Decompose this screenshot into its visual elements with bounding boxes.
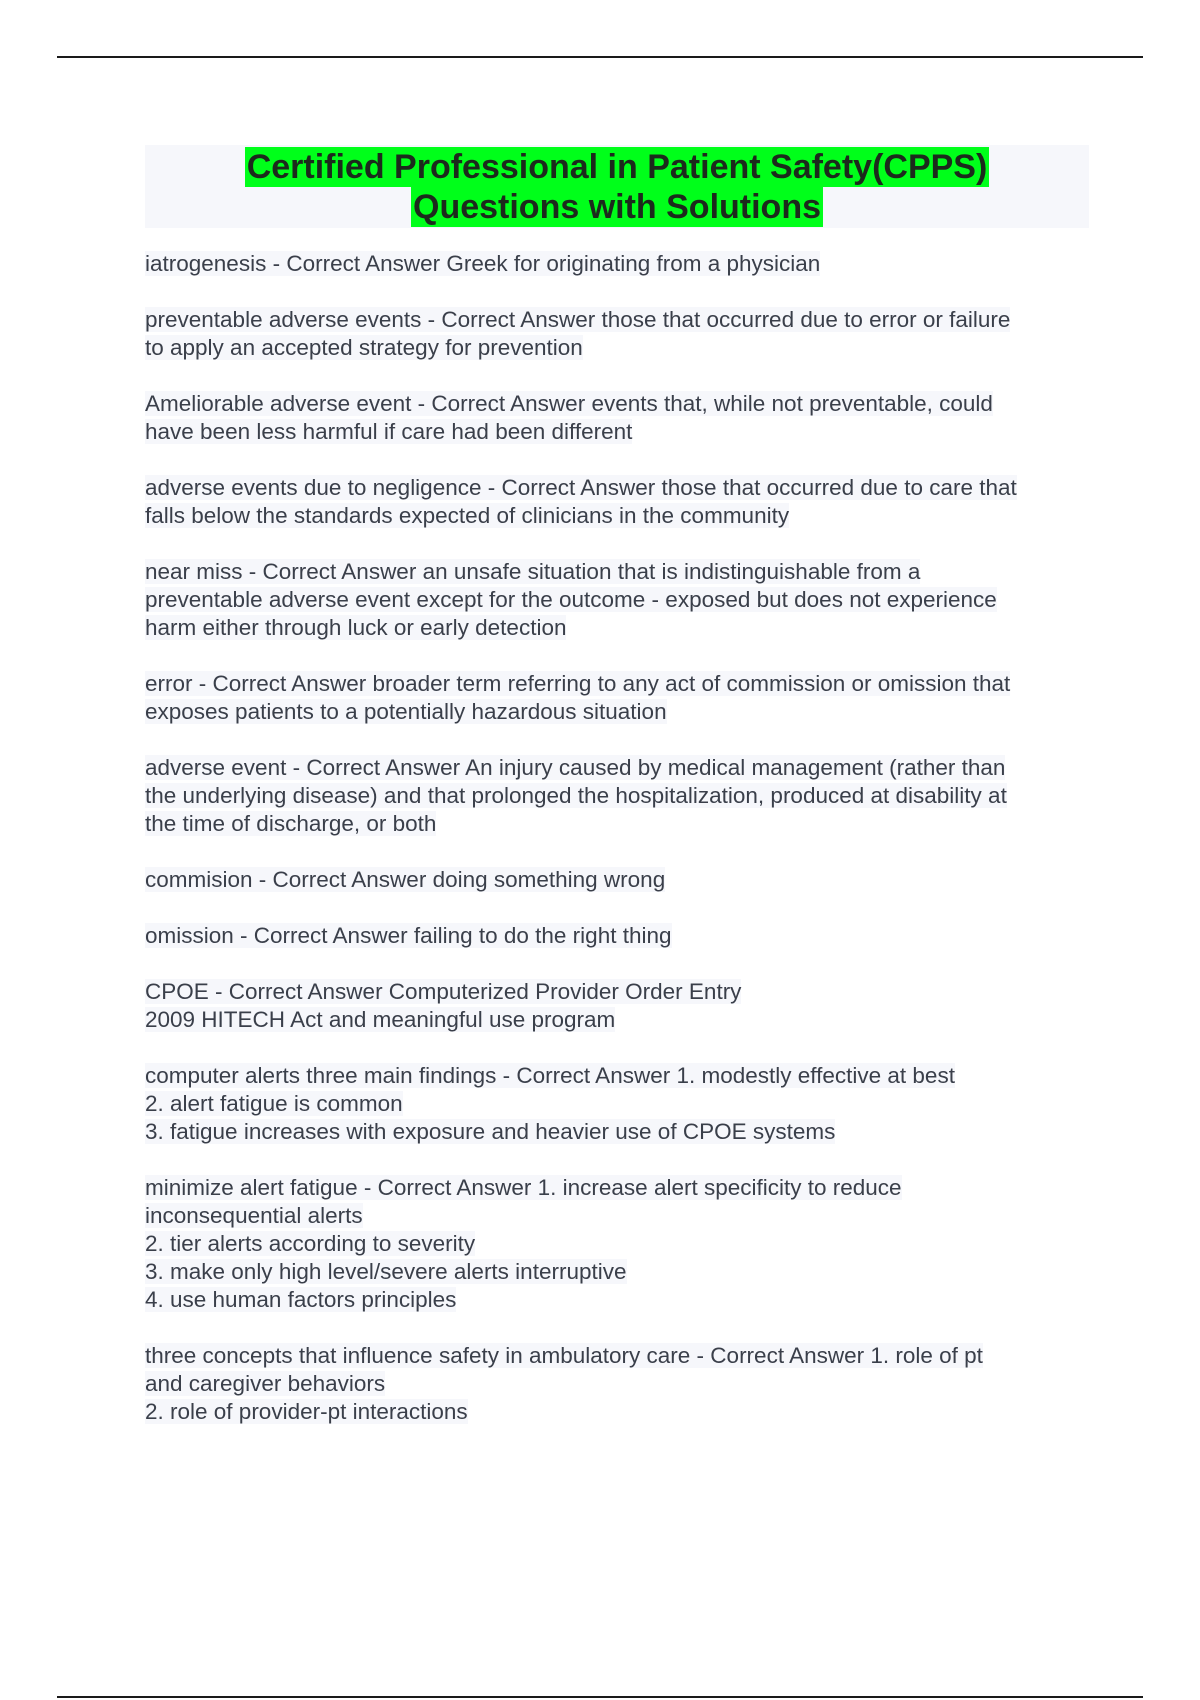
bottom-divider [57,1696,1143,1698]
qa-line [145,250,1095,278]
qa-line-text: commision - Correct Answer doing something wrong [145,867,666,892]
qa-line [145,586,1095,614]
qa-entry [145,250,1095,278]
title-line-1: Certified Professional in Patient Safety(CPPS) [246,148,988,186]
qa-entry [145,866,1095,894]
qa-line-text: omission - Correct Answer failing to do the right thing [145,923,672,948]
qa-line [145,754,1095,782]
qa-line [145,474,1095,502]
page-title [145,145,1089,228]
qa-line [145,1398,1095,1426]
qa-line [145,1286,1095,1314]
qa-list [145,250,1095,1454]
qa-line [145,1090,1095,1118]
qa-line [145,866,1095,894]
qa-line-text: 2009 HITECH Act and meaningful use program [145,1007,616,1032]
qa-line-text: harm either through luck or early detection [145,615,567,640]
qa-entry [145,754,1095,838]
qa-line-text: the time of discharge, or both [145,811,437,836]
qa-entry [145,474,1095,530]
qa-line [145,922,1095,950]
qa-line [145,306,1095,334]
qa-line [145,502,1095,530]
qa-line-text: 2. tier alerts according to severity [145,1231,476,1256]
qa-line-text: the underlying disease) and that prolonged the hospitalization, produced at disability at [145,783,1007,808]
qa-line-text: CPOE - Correct Answer Computerized Provider Order Entry [145,979,742,1004]
qa-line-text: exposes patients to a potentially hazardous situation [145,699,667,724]
qa-line [145,614,1095,642]
qa-line [145,670,1095,698]
qa-entry [145,1174,1095,1314]
qa-line-text: near miss - Correct Answer an unsafe situation that is indistinguishable from a [145,559,921,584]
qa-line-text: 3. make only high level/severe alerts interruptive [145,1259,627,1284]
qa-line-text: 2. role of provider-pt interactions [145,1399,468,1424]
qa-line-text: 3. fatigue increases with exposure and heavier use of CPOE systems [145,1119,836,1144]
qa-line [145,390,1095,418]
qa-line-text: adverse events due to negligence - Correct Answer those that occurred due to care that [145,475,1017,500]
title-line-2: Questions with Solutions [413,188,821,226]
qa-line [145,1118,1095,1146]
qa-entry [145,670,1095,726]
top-divider [57,56,1143,58]
qa-line-text: three concepts that influence safety in ambulatory care - Correct Answer 1. role of pt [145,1343,983,1368]
qa-entry [145,1342,1095,1426]
qa-line-text: 4. use human factors principles [145,1287,457,1312]
qa-line-text: 2. alert fatigue is common [145,1091,403,1116]
qa-line [145,1258,1095,1286]
qa-line-text: to apply an accepted strategy for prevention [145,335,583,360]
qa-line-text: have been less harmful if care had been different [145,419,633,444]
qa-line-text: and caregiver behaviors [145,1371,386,1396]
qa-line-text: falls below the standards expected of clinicians in the community [145,503,790,528]
qa-line-text: preventable adverse events - Correct Answer those that occurred due to error or failure [145,307,1011,332]
qa-line-text: Ameliorable adverse event - Correct Answer events that, while not preventable, could [145,391,993,416]
qa-line [145,1062,1095,1090]
qa-entry [145,558,1095,642]
qa-line-text: computer alerts three main findings - Correct Answer 1. modestly effective at best [145,1063,955,1088]
qa-line-text: error - Correct Answer broader term referring to any act of commission or omission that [145,671,1011,696]
qa-line [145,810,1095,838]
qa-line [145,782,1095,810]
qa-line-text: inconsequential alerts [145,1203,363,1228]
qa-entry [145,978,1095,1034]
qa-line [145,1006,1095,1034]
qa-line [145,1230,1095,1258]
qa-line [145,418,1095,446]
qa-line-text: iatrogenesis - Correct Answer Greek for originating from a physician [145,251,821,276]
qa-entry [145,306,1095,362]
qa-line [145,334,1095,362]
qa-line [145,1202,1095,1230]
qa-entry [145,1062,1095,1146]
qa-line [145,1174,1095,1202]
qa-line-text: adverse event - Correct Answer An injury caused by medical management (rather than [145,755,1006,780]
qa-line [145,978,1095,1006]
qa-entry [145,922,1095,950]
qa-line [145,698,1095,726]
qa-line [145,1370,1095,1398]
qa-line [145,1342,1095,1370]
qa-line-text: minimize alert fatigue - Correct Answer 1. increase alert specificity to reduce [145,1175,902,1200]
qa-line [145,558,1095,586]
qa-line-text: preventable adverse event except for the outcome - exposed but does not experience [145,587,997,612]
qa-entry [145,390,1095,446]
